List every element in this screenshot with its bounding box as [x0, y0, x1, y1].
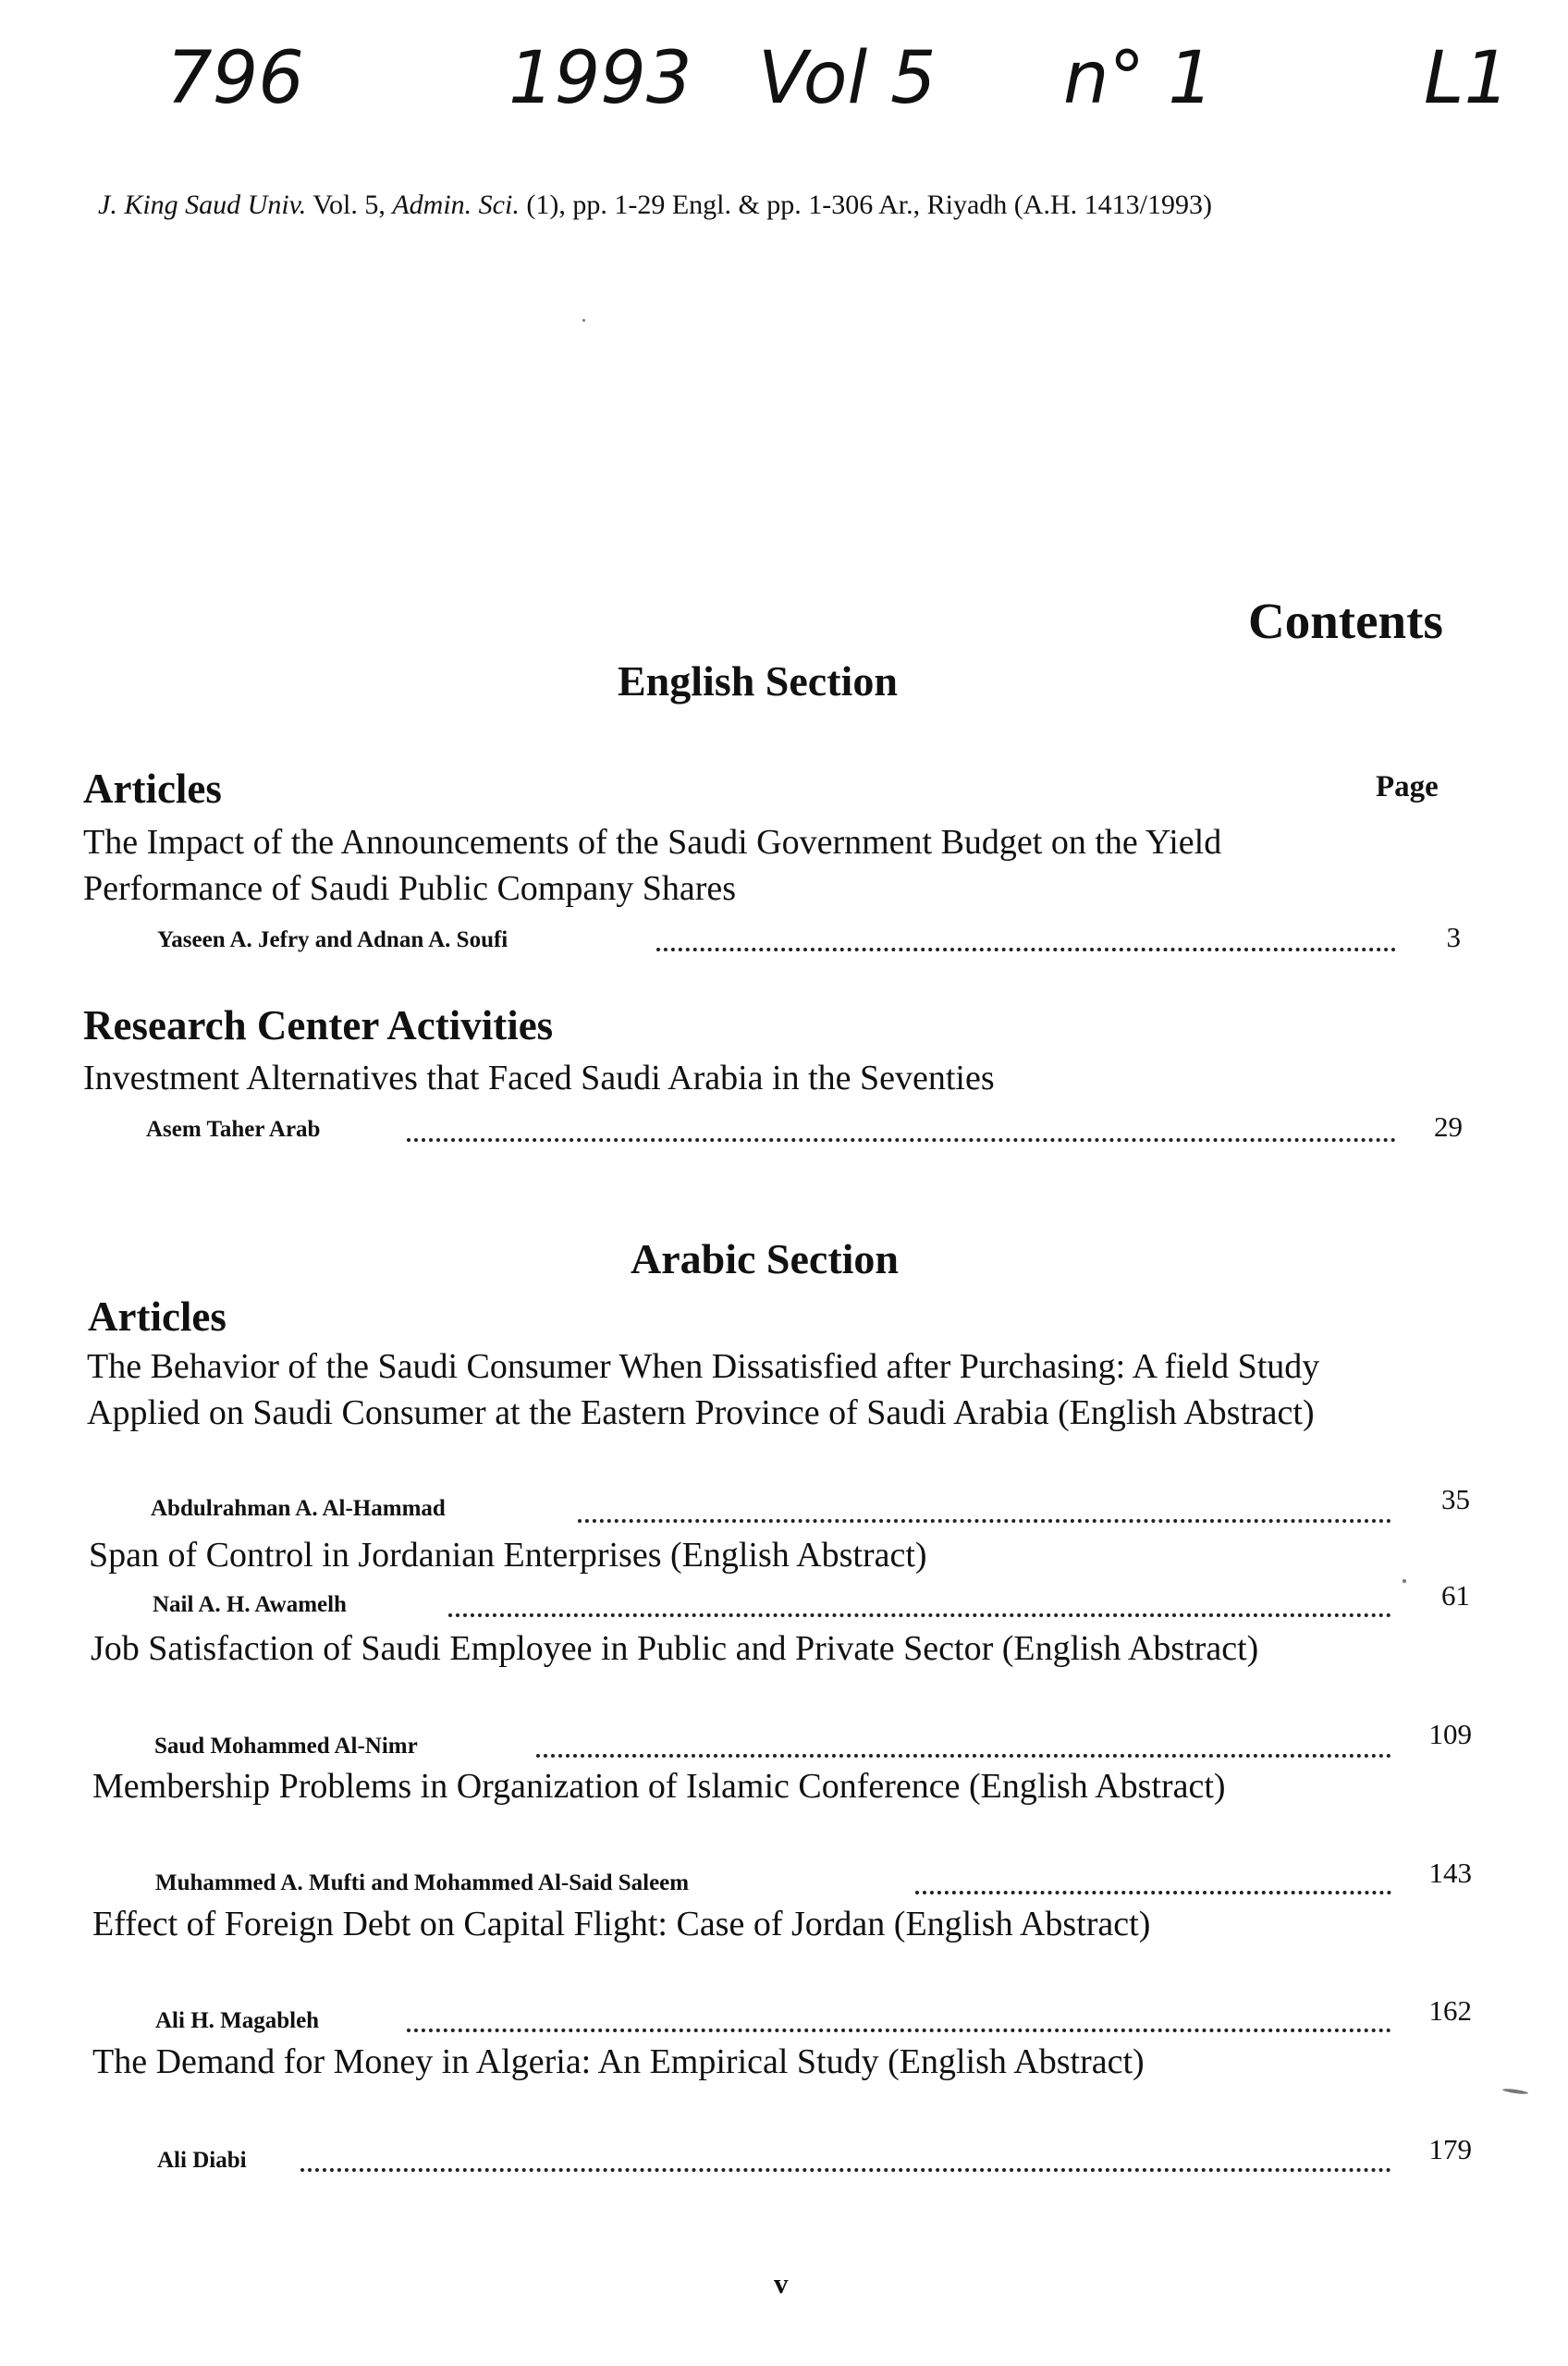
- toc-entry-author: Abdulrahman A. Al-Hammad: [151, 1496, 446, 1521]
- handwritten-volume: Vol 5: [758, 37, 937, 120]
- toc-entry-author: Nail A. H. Awamelh: [153, 1592, 347, 1617]
- toc-entry-author: Yaseen A. Jefry and Adnan A. Soufi: [157, 927, 508, 952]
- scan-mark: [582, 319, 585, 322]
- dot-leader: [407, 1138, 1396, 1142]
- handwritten-number: n° 1: [1063, 37, 1214, 120]
- toc-entry-page: 179: [1428, 2133, 1472, 2165]
- scan-mark: [1403, 1579, 1406, 1583]
- dot-leader: [656, 948, 1396, 951]
- contents-title: Contents: [1248, 593, 1443, 649]
- toc-entry-author: Saud Mohammed Al-Nimr: [154, 1734, 418, 1759]
- scan-mark: [1502, 2088, 1528, 2095]
- toc-entry-title: The Behavior of the Saudi Consumer When Dissatisfied after Purchasing: A field Study Applied on Saudi Consumer at the Eastern Province of Saudi Arabia (English Abstract): [87, 1347, 1320, 1432]
- dot-leader: [536, 1754, 1391, 1758]
- toc-entry-page: 3: [1446, 921, 1461, 953]
- arabic-articles-heading: Articles: [88, 1293, 227, 1340]
- toc-entry-page: 162: [1428, 1994, 1472, 2027]
- toc-entry-title: The Demand for Money in Algeria: An Empirical Study (English Abstract): [92, 2042, 1145, 2081]
- toc-entry-title: Investment Alternatives that Faced Saudi Arabia in the Seventies: [83, 1059, 995, 1097]
- handwritten-ref: 796: [166, 37, 304, 120]
- journal-citation: [98, 190, 1212, 221]
- research-center-heading: Research Center Activities: [83, 1002, 554, 1048]
- toc-entry-author: Asem Taher Arab: [146, 1117, 321, 1142]
- toc-entry-author: Ali Diabi: [157, 2148, 247, 2173]
- toc-entry-author: Ali H. Magableh: [155, 2008, 320, 2033]
- dot-leader: [915, 1891, 1391, 1894]
- handwritten-year: 1993: [508, 37, 692, 120]
- journal-volume: Vol. 5,: [312, 190, 386, 220]
- page-number: v: [774, 2267, 789, 2299]
- dot-leader: [578, 1519, 1391, 1523]
- toc-entry-page: 61: [1441, 1579, 1470, 1612]
- dot-leader: [448, 1613, 1391, 1617]
- toc-entry-title: Membership Problems in Organization of Islamic Conference (English Abstract): [92, 1767, 1226, 1806]
- toc-entry-page: 35: [1441, 1483, 1470, 1515]
- toc-entry-title: Span of Control in Jordanian Enterprises (English Abstract): [89, 1536, 927, 1575]
- toc-entry-page: 29: [1434, 1110, 1463, 1143]
- journal-details: (1), pp. 1-29 Engl. & pp. 1-306 Ar., Riyadh (A.H. 1413/1993): [526, 190, 1212, 220]
- english-articles-heading: Articles: [83, 766, 222, 812]
- journal-series: Admin. Sci.: [392, 190, 520, 220]
- page-column-label: Page: [1376, 770, 1439, 803]
- journal-name: J. King Saud Univ.: [98, 190, 307, 220]
- handwritten-mark: L1: [1424, 37, 1511, 120]
- toc-entry-title: The Impact of the Announcements of the Saudi Government Budget on the Yield Performance of Saudi Public Company Shares: [83, 823, 1222, 908]
- toc-entry-author: Muhammed A. Mufti and Mohammed Al-Said Saleem: [155, 1870, 690, 1895]
- dot-leader: [300, 2168, 1391, 2172]
- toc-entry-title: Job Satisfaction of Saudi Employee in Public and Private Sector (English Abstract): [91, 1629, 1259, 1668]
- english-section-title: English Section: [618, 657, 898, 705]
- dot-leader: [407, 2029, 1391, 2032]
- toc-entry-title: Effect of Foreign Debt on Capital Flight: Case of Jordan (English Abstract): [92, 1905, 1151, 1943]
- toc-entry-page: 143: [1428, 1857, 1472, 1889]
- toc-entry-page: 109: [1428, 1718, 1472, 1750]
- arabic-section-title: Arabic Section: [631, 1235, 900, 1282]
